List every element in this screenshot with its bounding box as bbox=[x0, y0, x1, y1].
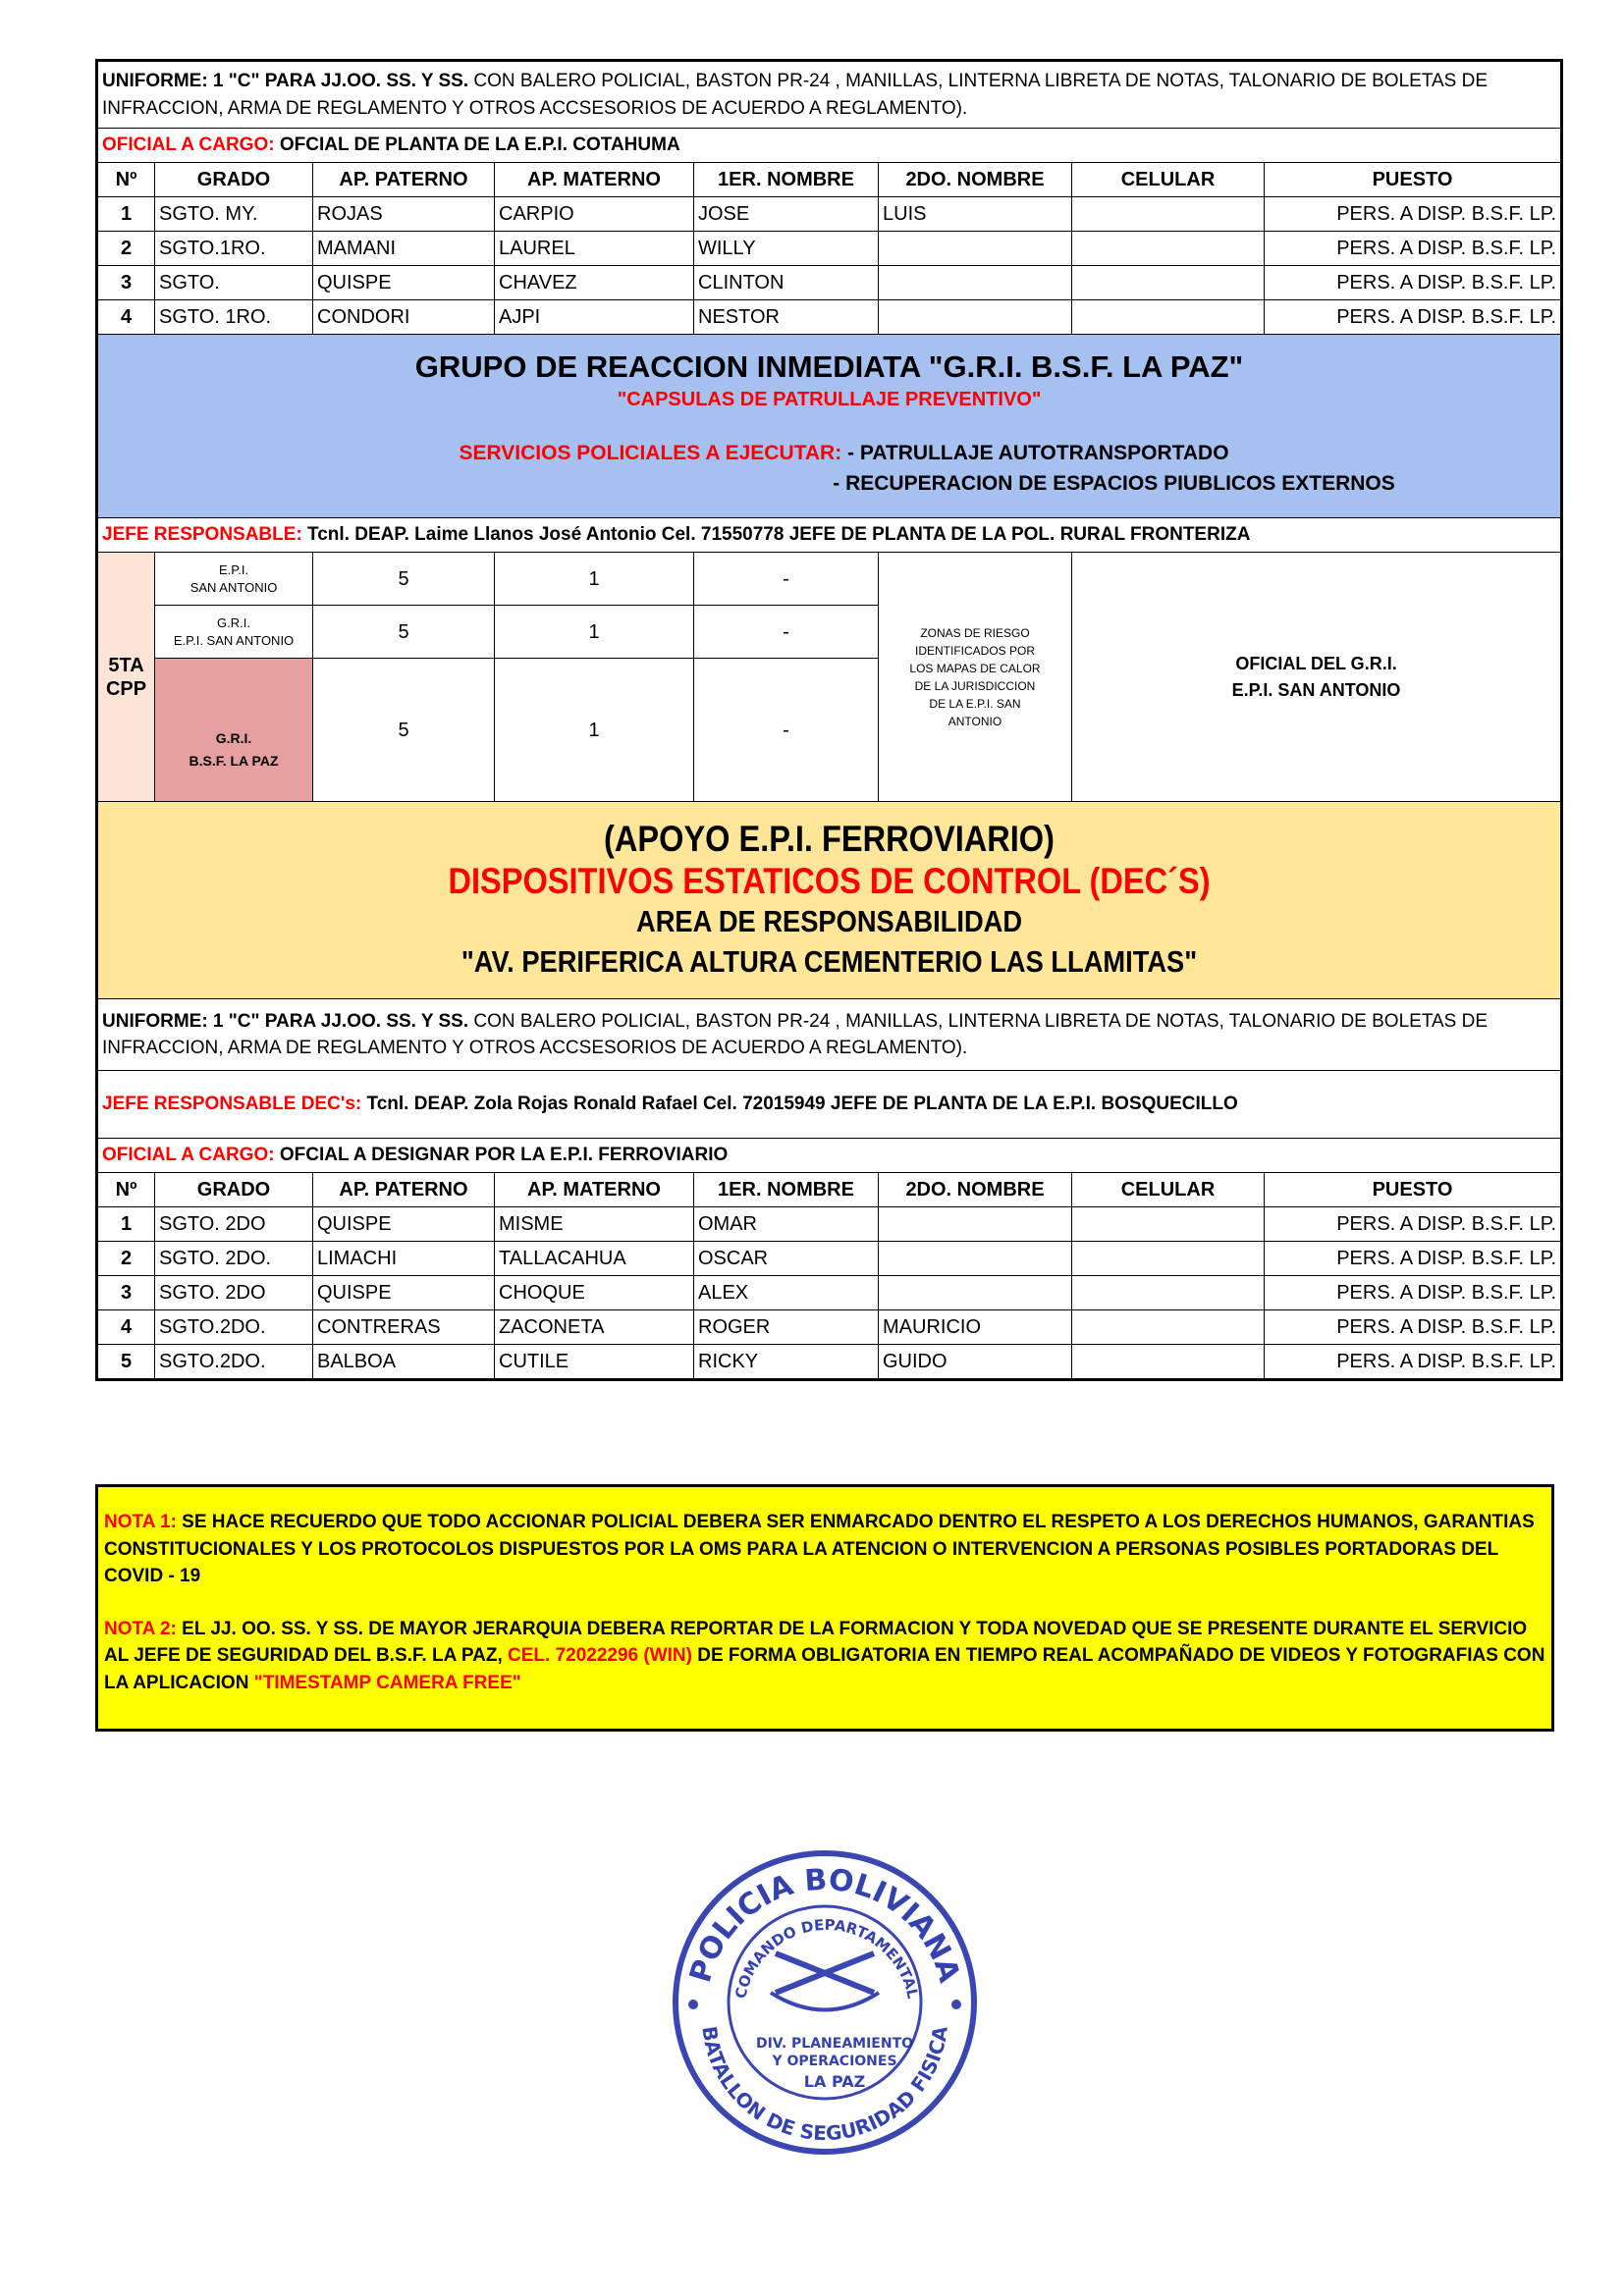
cell-grado: SGTO. 2DO. bbox=[155, 1242, 313, 1276]
cell-nombre1: NESTOR bbox=[694, 300, 879, 335]
header-nombre1: 1ER. NOMBRE bbox=[694, 163, 879, 197]
uniforme-text-2: CON BALERO POLICIAL, BASTON PR-24 , MANILLAS, LINTERNA LIBRETA DE NOTAS, TALONARIO DE BOLETAS DE INFRACCION, ARMA DE REGLAMENTO Y OTROS ACCSESORIOS DE ACUERDO A REGLAMENTO). bbox=[102, 1010, 1489, 1059]
personnel-table-2 bbox=[97, 1207, 1562, 1380]
unit-row-1 bbox=[97, 553, 1562, 606]
cell-paterno: LIMACHI bbox=[313, 1242, 495, 1276]
jefe-label: JEFE RESPONSABLE: bbox=[102, 523, 302, 545]
cell-nombre2 bbox=[879, 1207, 1072, 1242]
oficial-value: OFCIAL DE PLANTA DE LA E.P.I. COTAHUMA bbox=[274, 133, 680, 155]
cell-materno: CARPIO bbox=[495, 197, 694, 232]
cell-materno: AJPI bbox=[495, 300, 694, 335]
cell-celular bbox=[1072, 1310, 1265, 1345]
table-row bbox=[97, 1345, 1562, 1380]
cell-celular bbox=[1072, 1276, 1265, 1310]
header-n: Nº bbox=[97, 163, 155, 197]
unit-3-c: - bbox=[694, 659, 879, 802]
seal-bottom-text: BATALLON DE SEGURIDAD FISICA bbox=[697, 2024, 952, 2146]
cell-paterno: CONTRERAS bbox=[313, 1310, 495, 1345]
cell-puesto: PERS. A DISP. B.S.F. LP. bbox=[1265, 1242, 1562, 1276]
servicios-line bbox=[98, 441, 1560, 465]
table-row bbox=[97, 266, 1562, 300]
nota-2 bbox=[104, 1616, 1545, 1697]
uniforme-text: CON BALERO POLICIAL, BASTON PR-24 , MANILLAS, LINTERNA LIBRETA DE NOTAS, TALONARIO DE BOLETAS DE INFRACCION, ARMA DE REGLAMENTO Y OTROS ACCSESORIOS DE ACUERDO A REGLAMENTO). bbox=[102, 71, 1489, 119]
cell-nombre1: OSCAR bbox=[694, 1242, 879, 1276]
header-paterno-2: AP. PATERNO bbox=[313, 1173, 495, 1207]
cell-nombre1: JOSE bbox=[694, 197, 879, 232]
cell-puesto: PERS. A DISP. B.S.F. LP. bbox=[1265, 1310, 1562, 1345]
jefe-row bbox=[97, 518, 1562, 553]
cell-nombre2: LUIS bbox=[879, 197, 1072, 232]
cell-puesto: PERS. A DISP. B.S.F. LP. bbox=[1265, 1207, 1562, 1242]
police-seal-stamp bbox=[668, 1845, 982, 2160]
cell-n: 1 bbox=[97, 1207, 155, 1242]
uniforme-label: UNIFORME: 1 "C" PARA JJ.OO. SS. Y SS. bbox=[102, 71, 469, 91]
cell-celular bbox=[1072, 197, 1265, 232]
cell-nombre1: ROGER bbox=[694, 1310, 879, 1345]
operations-sheet bbox=[95, 59, 1563, 1381]
uniforme-row bbox=[97, 61, 1562, 129]
cell-celular bbox=[1072, 1242, 1265, 1276]
apoyo-banner bbox=[97, 802, 1562, 999]
cell-paterno: QUISPE bbox=[313, 1276, 495, 1310]
unit-2-line2: E.P.I. SAN ANTONIO bbox=[173, 632, 295, 648]
gri-subtitle: "CAPSULAS DE PATRULLAJE PREVENTIVO" bbox=[617, 388, 1042, 410]
header-nombre1-2: 1ER. NOMBRE bbox=[694, 1173, 879, 1207]
cell-grado: SGTO. MY. bbox=[155, 197, 313, 232]
unit-3-b: 1 bbox=[495, 659, 694, 802]
oficial-gri-line2: E.P.I. SAN ANTONIO bbox=[1231, 679, 1401, 700]
cell-grado: SGTO. 2DO bbox=[155, 1207, 313, 1242]
unit-3-a: 5 bbox=[313, 659, 495, 802]
cell-grado: SGTO. 2DO bbox=[155, 1276, 313, 1310]
unit-1-c: - bbox=[694, 553, 879, 606]
oficial-row-2 bbox=[97, 1139, 1562, 1173]
header-paterno: AP. PATERNO bbox=[313, 163, 495, 197]
cell-materno: TALLACAHUA bbox=[495, 1242, 694, 1276]
nota-2-cel: CEL. 72022296 (WIN) bbox=[508, 1645, 692, 1667]
zonas-line-5: DE LA E.P.I. SAN bbox=[929, 696, 1021, 711]
oficial-label: OFICIAL A CARGO: bbox=[102, 133, 275, 155]
zonas-cell bbox=[879, 553, 1072, 802]
cell-paterno: BALBOA bbox=[313, 1345, 495, 1380]
cell-nombre2 bbox=[879, 232, 1072, 266]
servicio-2: - RECUPERACION DE ESPACIOS PIUBLICOS EXTERNOS bbox=[833, 471, 1395, 495]
unit-1-line2: SAN ANTONIO bbox=[189, 579, 278, 595]
table-row bbox=[97, 300, 1562, 335]
unit-1-b: 1 bbox=[495, 553, 694, 606]
cell-nombre2 bbox=[879, 1242, 1072, 1276]
apoyo-area: AREA DE RESPONSABILIDAD bbox=[635, 904, 1023, 939]
oficial-value-2: OFCIAL A DESIGNAR POR LA E.P.I. FERROVIARIO bbox=[274, 1144, 729, 1165]
header-puesto-2: PUESTO bbox=[1265, 1173, 1562, 1207]
cell-grado: SGTO.2DO. bbox=[155, 1310, 313, 1345]
cell-nombre1: CLINTON bbox=[694, 266, 879, 300]
unit-1-a: 5 bbox=[313, 553, 495, 606]
servicio-1: - PATRULLAJE AUTOTRANSPORTADO bbox=[841, 441, 1229, 464]
header-nombre2: 2DO. NOMBRE bbox=[879, 163, 1072, 197]
oficial-gri-line1: OFICIAL DEL G.R.I. bbox=[1235, 653, 1397, 673]
notes-box bbox=[95, 1484, 1554, 1732]
cell-celular bbox=[1072, 1207, 1265, 1242]
oficial-label-2: OFICIAL A CARGO: bbox=[102, 1144, 275, 1165]
nota-1 bbox=[104, 1509, 1545, 1590]
cpp-line-1: 5TA bbox=[108, 654, 144, 676]
cell-nombre1: OMAR bbox=[694, 1207, 879, 1242]
apoyo-subtitle: DISPOSITIVOS ESTATICOS DE CONTROL (DEC´S) bbox=[448, 860, 1211, 901]
document-page bbox=[95, 59, 1560, 1381]
seal-center-3: LA PAZ bbox=[803, 2072, 866, 2091]
cell-nombre1: RICKY bbox=[694, 1345, 879, 1380]
jefe-value: Tcnl. DEAP. Laime Llanos José Antonio Cel. 71550778 JEFE DE PLANTA DE LA POL. RURAL FRONTERIZA bbox=[301, 523, 1251, 545]
cell-grado: SGTO.2DO. bbox=[155, 1345, 313, 1380]
uniforme-row-2 bbox=[97, 999, 1562, 1071]
cell-grado: SGTO. 1RO. bbox=[155, 300, 313, 335]
zonas-line-2: IDENTIFICADOS POR bbox=[914, 643, 1035, 658]
cell-puesto: PERS. A DISP. B.S.F. LP. bbox=[1265, 1276, 1562, 1310]
nota-2-text-b: DE FORMA OBLIGATORIA EN TIEMPO REAL ACOMPAÑADO DE VIDEOS Y FOTOGRAFIAS CON LA APLICACION bbox=[104, 1645, 1545, 1693]
cell-materno: ZACONETA bbox=[495, 1310, 694, 1345]
cell-paterno: ROJAS bbox=[313, 197, 495, 232]
cell-celular bbox=[1072, 266, 1265, 300]
unit-name-1 bbox=[155, 553, 313, 606]
oficial-row bbox=[97, 129, 1562, 163]
unit-2-b: 1 bbox=[495, 606, 694, 659]
nota-2-text-a: EL JJ. OO. SS. Y SS. DE MAYOR JERARQUIA DEBERA REPORTAR DE LA FORMACION Y TODA NOVEDAD QUE SE PRESENTE DURANTE EL SERVICIO AL JEFE DE SEGURIDAD DEL B.S.F. LA PAZ, bbox=[104, 1618, 1528, 1667]
cell-puesto: PERS. A DISP. B.S.F. LP. bbox=[1265, 197, 1562, 232]
cell-n: 5 bbox=[97, 1345, 155, 1380]
cell-materno: CUTILE bbox=[495, 1345, 694, 1380]
apoyo-place: "AV. PERIFERICA ALTURA CEMENTERIO LAS LLAMITAS" bbox=[460, 943, 1198, 979]
table-row bbox=[97, 232, 1562, 266]
cell-celular bbox=[1072, 300, 1265, 335]
seal-center-1: DIV. PLANEAMIENTO bbox=[755, 2036, 914, 2052]
cell-nombre2: GUIDO bbox=[879, 1345, 1072, 1380]
nota-1-label: NOTA 1: bbox=[104, 1512, 177, 1532]
table-row bbox=[97, 1207, 1562, 1242]
cell-paterno: QUISPE bbox=[313, 1207, 495, 1242]
zonas-line-4: DE LA JURISDICCION bbox=[914, 678, 1036, 693]
cell-puesto: PERS. A DISP. B.S.F. LP. bbox=[1265, 1345, 1562, 1380]
cell-celular bbox=[1072, 1345, 1265, 1380]
cell-nombre2: MAURICIO bbox=[879, 1310, 1072, 1345]
nota-2-label: NOTA 2: bbox=[104, 1618, 177, 1639]
cell-materno: CHOQUE bbox=[495, 1276, 694, 1310]
nota-1-text: SE HACE RECUERDO QUE TODO ACCIONAR POLICIAL DEBERA SER ENMARCADO DENTRO EL RESPETO A LOS DERECHOS HUMANOS, GARANTIAS CONSTITUCIONALES Y LOS PROTOCOLOS DISPUESTOS POR LA OMS PARA LA ATENCION O INTERVENCION A PERSONAS POSIBLES PORTADORAS DEL COVID - 19 bbox=[104, 1512, 1535, 1587]
cell-nombre1: ALEX bbox=[694, 1276, 879, 1310]
cell-paterno: MAMANI bbox=[313, 232, 495, 266]
unit-name-2 bbox=[155, 606, 313, 659]
unit-2-line1: G.R.I. bbox=[217, 615, 250, 631]
unit-2-a: 5 bbox=[313, 606, 495, 659]
seal-top-text: POLICIA BOLIVIANA bbox=[682, 1862, 967, 1987]
cell-n: 2 bbox=[97, 232, 155, 266]
cell-paterno: CONDORI bbox=[313, 300, 495, 335]
cell-n: 4 bbox=[97, 1310, 155, 1345]
zonas-line-3: LOS MAPAS DE CALOR bbox=[909, 661, 1041, 675]
table-row bbox=[97, 197, 1562, 232]
jefe-dec-row bbox=[97, 1071, 1562, 1139]
nota-2-app: "TIMESTAMP CAMERA FREE" bbox=[253, 1672, 521, 1693]
cpp-cell bbox=[97, 553, 155, 802]
header-materno: AP. MATERNO bbox=[495, 163, 694, 197]
apoyo-title: (APOYO E.P.I. FERROVIARIO) bbox=[604, 819, 1055, 860]
header-celular-2: CELULAR bbox=[1072, 1173, 1265, 1207]
cell-grado: SGTO.1RO. bbox=[155, 232, 313, 266]
header-materno-2: AP. MATERNO bbox=[495, 1173, 694, 1207]
cell-paterno: QUISPE bbox=[313, 266, 495, 300]
gri-banner bbox=[97, 335, 1562, 518]
jefe-dec-value: Tcnl. DEAP. Zola Rojas Ronald Rafael Cel. 72015949 JEFE DE PLANTA DE LA E.P.I. BOSQUECILLO bbox=[361, 1093, 1238, 1114]
cell-celular bbox=[1072, 232, 1265, 266]
table-row bbox=[97, 1310, 1562, 1345]
cell-materno: CHAVEZ bbox=[495, 266, 694, 300]
cell-n: 1 bbox=[97, 197, 155, 232]
unit-2-c: - bbox=[694, 606, 879, 659]
cell-n: 2 bbox=[97, 1242, 155, 1276]
cell-nombre2 bbox=[879, 266, 1072, 300]
unit-3-line1: G.R.I. bbox=[215, 730, 252, 747]
cell-materno: LAUREL bbox=[495, 232, 694, 266]
header-nombre2-2: 2DO. NOMBRE bbox=[879, 1173, 1072, 1207]
cell-n: 3 bbox=[97, 266, 155, 300]
unit-3-line2: B.S.F. LA PAZ bbox=[189, 752, 279, 769]
seal-center-2: Y OPERACIONES bbox=[772, 2054, 897, 2069]
unit-name-3 bbox=[155, 659, 313, 802]
table-row bbox=[97, 1242, 1562, 1276]
cell-nombre2 bbox=[879, 300, 1072, 335]
cell-n: 3 bbox=[97, 1276, 155, 1310]
zonas-line-6: ANTONIO bbox=[947, 714, 1002, 728]
header-n-2: Nº bbox=[97, 1173, 155, 1207]
servicios-label: SERVICIOS POLICIALES A EJECUTAR: bbox=[459, 441, 842, 464]
cpp-line-2: CPP bbox=[105, 677, 147, 700]
cell-puesto: PERS. A DISP. B.S.F. LP. bbox=[1265, 232, 1562, 266]
gri-title: GRUPO DE REACCION INMEDIATA "G.R.I. B.S.F. LA PAZ" bbox=[414, 349, 1244, 385]
header-puesto: PUESTO bbox=[1265, 163, 1562, 197]
cell-n: 4 bbox=[97, 300, 155, 335]
table-row bbox=[97, 1276, 1562, 1310]
cell-puesto: PERS. A DISP. B.S.F. LP. bbox=[1265, 300, 1562, 335]
cell-grado: SGTO. bbox=[155, 266, 313, 300]
cell-nombre2 bbox=[879, 1276, 1072, 1310]
zonas-line-1: ZONAS DE RIESGO bbox=[920, 625, 1030, 640]
jefe-dec-label: JEFE RESPONSABLE DEC's: bbox=[102, 1093, 362, 1114]
table-header-2 bbox=[97, 1173, 1562, 1207]
uniforme-label-2: UNIFORME: 1 "C" PARA JJ.OO. SS. Y SS. bbox=[102, 1010, 469, 1032]
seal-ring-text: COMANDO DEPARTAMENTAL bbox=[731, 1915, 922, 2001]
header-celular: CELULAR bbox=[1072, 163, 1265, 197]
cell-materno: MISME bbox=[495, 1207, 694, 1242]
cell-puesto: PERS. A DISP. B.S.F. LP. bbox=[1265, 266, 1562, 300]
header-grado-2: GRADO bbox=[155, 1173, 313, 1207]
cell-nombre1: WILLY bbox=[694, 232, 879, 266]
header-grado: GRADO bbox=[155, 163, 313, 197]
personnel-table-1 bbox=[97, 197, 1562, 335]
table-header-1 bbox=[97, 163, 1562, 197]
oficial-gri-cell bbox=[1072, 553, 1562, 802]
unit-1-line1: E.P.I. bbox=[218, 562, 249, 578]
